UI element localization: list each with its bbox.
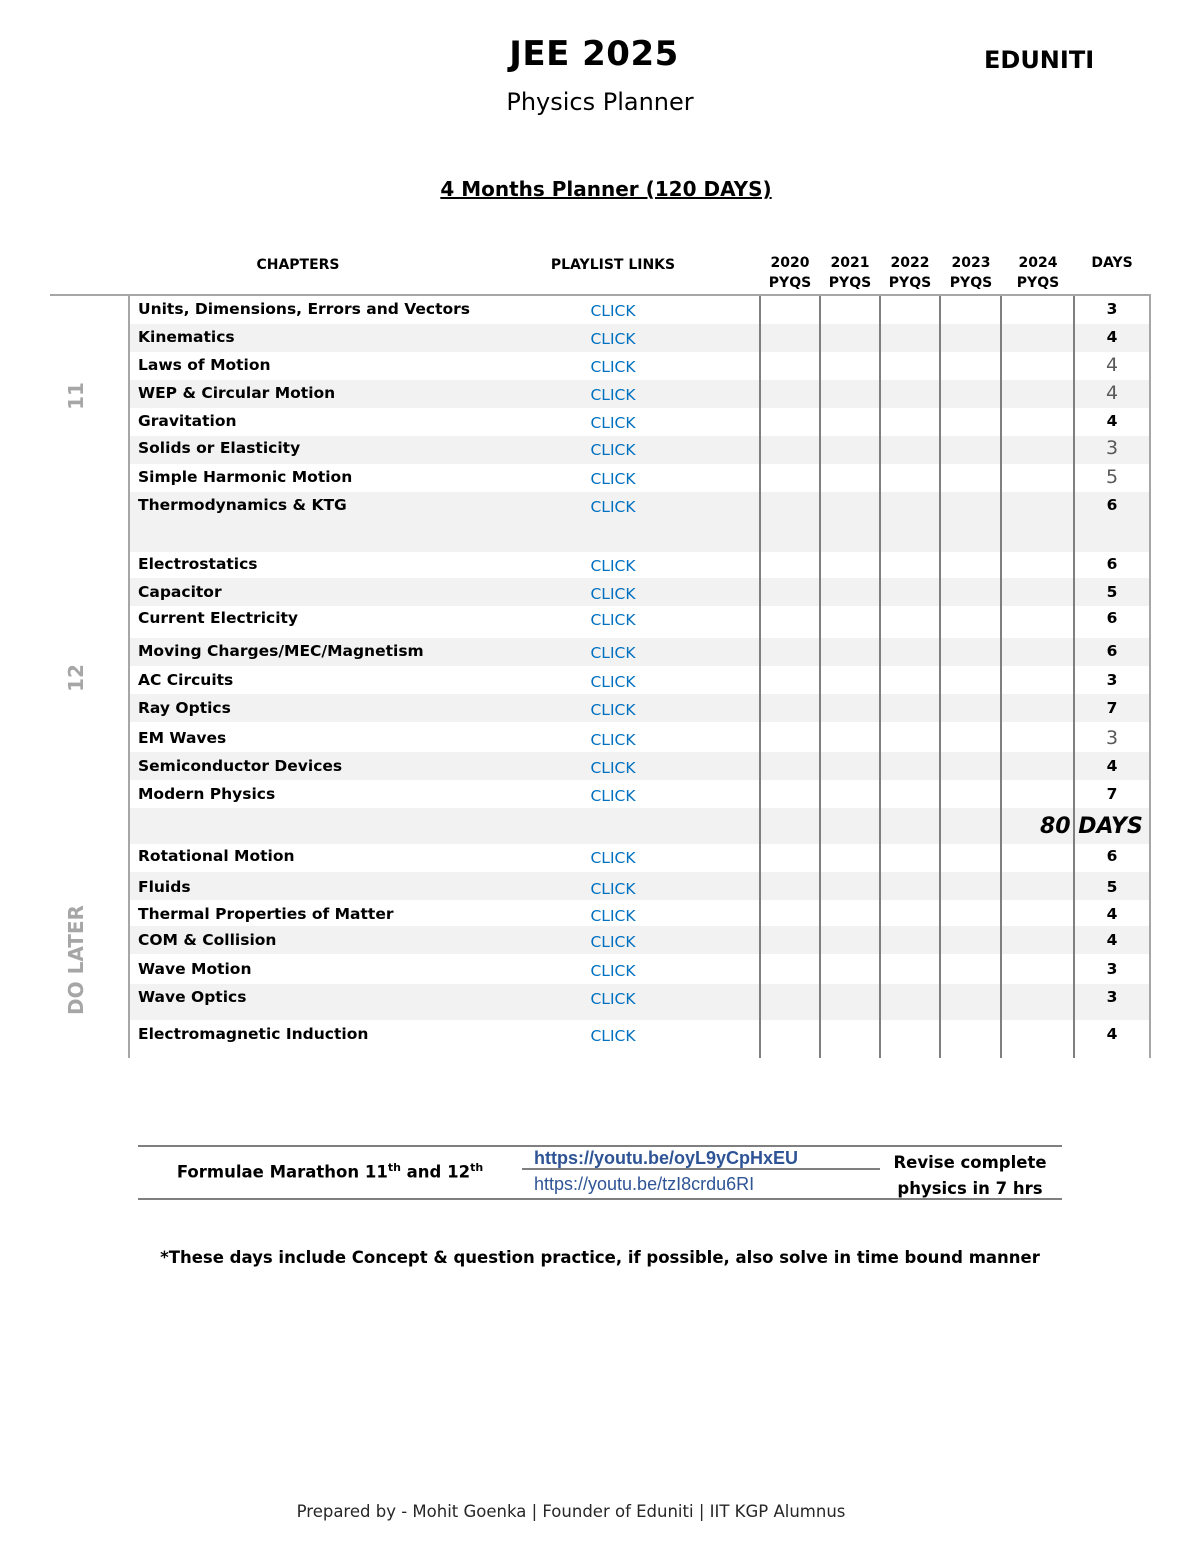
table-row	[0, 754, 1200, 778]
page-subtitle: Physics Planner	[506, 88, 694, 116]
playlist-link[interactable]: CLICK	[590, 701, 636, 719]
days-count: 6	[1106, 496, 1118, 514]
pyq-suffix: PYQS	[828, 275, 872, 291]
formulae-label-mid: and 12	[400, 1162, 471, 1182]
playlist-link[interactable]: CLICK	[590, 787, 636, 805]
superscript-th: th	[387, 1161, 401, 1174]
playlist-link[interactable]: CLICK	[590, 1027, 636, 1045]
col-header-links: PLAYLIST LINKS	[550, 257, 676, 273]
group-label-do-later: DO LATER	[64, 905, 88, 1015]
playlist-link[interactable]: CLICK	[590, 644, 636, 662]
table-row	[0, 297, 1200, 321]
chapter-name: WEP & Circular Motion	[138, 384, 336, 402]
days-count: 5	[1106, 583, 1118, 601]
superscript-th: th	[470, 1161, 484, 1174]
days-count: 4	[1106, 328, 1118, 346]
table-row	[0, 928, 1200, 952]
formulae-marathon-label	[140, 1161, 520, 1182]
header-rule	[50, 294, 1151, 296]
pyq-suffix: PYQS	[1016, 275, 1060, 291]
days-count: 3	[1105, 727, 1119, 749]
chapter-name: Kinematics	[138, 328, 235, 346]
table-row	[0, 409, 1200, 433]
playlist-link[interactable]: CLICK	[590, 907, 636, 925]
playlist-link[interactable]: CLICK	[590, 302, 636, 320]
chapter-name: Simple Harmonic Motion	[138, 468, 353, 486]
table-row	[0, 580, 1200, 604]
playlist-link[interactable]: CLICK	[590, 933, 636, 951]
playlist-link[interactable]: CLICK	[590, 386, 636, 404]
col-header-pyq-2023	[942, 253, 1000, 293]
marathon-top-rule	[138, 1145, 1062, 1147]
days-count: 4	[1106, 905, 1118, 923]
marathon-note	[884, 1150, 1056, 1202]
days-count: 3	[1106, 671, 1118, 689]
chapter-name: EM Waves	[138, 729, 227, 747]
days-count: 6	[1106, 847, 1118, 865]
days-count: 6	[1106, 555, 1118, 573]
group-label-class-11: 11	[64, 382, 88, 410]
pyq-suffix: PYQS	[768, 275, 812, 291]
chapter-name: Rotational Motion	[138, 847, 295, 865]
table-row	[0, 844, 1200, 868]
chapter-name: Laws of Motion	[138, 356, 271, 374]
chapter-name: Capacitor	[138, 583, 222, 601]
playlist-link[interactable]: CLICK	[590, 673, 636, 691]
row-stripe	[128, 808, 1150, 844]
formulae-label-text: Formulae Marathon 11	[176, 1162, 388, 1182]
days-count: 4	[1105, 382, 1119, 404]
pyq-year: 2021	[830, 255, 870, 271]
playlist-link[interactable]: CLICK	[590, 611, 636, 629]
table-row	[0, 465, 1200, 489]
playlist-link[interactable]: CLICK	[590, 330, 636, 348]
chapter-name: Wave Motion	[138, 960, 252, 978]
playlist-link[interactable]: CLICK	[590, 470, 636, 488]
credit-line: Prepared by - Mohit Goenka | Founder of Eduniti | IIT KGP Alumnus	[296, 1502, 846, 1521]
days-count: 7	[1106, 699, 1118, 717]
marathon-note-line-2: physics in 7 hrs	[897, 1179, 1043, 1198]
days-count: 4	[1106, 1025, 1118, 1043]
days-count: 3	[1106, 300, 1118, 318]
pyq-year: 2020	[770, 255, 810, 271]
table-row	[0, 353, 1200, 377]
table-row	[0, 696, 1200, 720]
chapter-name: Current Electricity	[138, 609, 299, 627]
playlist-link[interactable]: CLICK	[590, 358, 636, 376]
planner-heading: 4 Months Planner (120 DAYS)	[440, 177, 772, 201]
days-count: 6	[1106, 609, 1118, 627]
marathon-link-2[interactable]: https://youtu.be/tzI8crdu6RI	[534, 1174, 755, 1194]
chapter-name: Fluids	[138, 878, 191, 896]
pyq-year: 2023	[951, 255, 991, 271]
brand-name: EDUNITI	[984, 46, 1095, 74]
col-header-pyq-2024	[1002, 253, 1074, 293]
playlist-link[interactable]: CLICK	[590, 585, 636, 603]
pyq-suffix: PYQS	[888, 275, 932, 291]
days-count: 3	[1106, 988, 1118, 1006]
chapter-name: Gravitation	[138, 412, 237, 430]
table-row	[0, 782, 1200, 806]
days-count: 4	[1105, 354, 1119, 376]
table-row	[0, 902, 1200, 926]
days-count: 5	[1105, 466, 1119, 488]
playlist-link[interactable]: CLICK	[590, 414, 636, 432]
chapter-name: Wave Optics	[138, 988, 247, 1006]
pyq-year: 2024	[1018, 255, 1058, 271]
playlist-link[interactable]: CLICK	[590, 731, 636, 749]
table-row	[0, 381, 1200, 405]
table-row	[0, 668, 1200, 692]
table-row	[0, 639, 1200, 663]
group-label-class-12: 12	[64, 664, 88, 692]
chapter-name: COM & Collision	[138, 931, 277, 949]
chapter-name: Electromagnetic Induction	[138, 1025, 369, 1043]
chapter-name: Thermodynamics & KTG	[138, 496, 347, 514]
subtotal-days: 80 DAYS	[1040, 814, 1143, 839]
playlist-link[interactable]: CLICK	[590, 962, 636, 980]
marathon-note-line-1: Revise complete	[893, 1153, 1047, 1172]
chapter-name: Modern Physics	[138, 785, 276, 803]
table-row	[0, 726, 1200, 750]
table-row	[0, 493, 1200, 517]
chapter-name: AC Circuits	[138, 671, 234, 689]
days-count: 5	[1106, 878, 1118, 896]
footnote: *These days include Concept & question practice, if possible, also solve in time bound manner	[160, 1248, 1040, 1267]
chapter-name: Semiconductor Devices	[138, 757, 343, 775]
playlist-link[interactable]: CLICK	[590, 557, 636, 575]
table-row	[0, 985, 1200, 1009]
table-row	[0, 606, 1200, 630]
marathon-link-1[interactable]: https://youtu.be/oyL9yCpHxEU	[534, 1148, 799, 1168]
playlist-link[interactable]: CLICK	[590, 498, 636, 516]
days-count: 6	[1106, 642, 1118, 660]
days-count: 4	[1106, 412, 1118, 430]
days-count: 3	[1106, 960, 1118, 978]
days-count: 4	[1106, 931, 1118, 949]
table-row	[0, 957, 1200, 981]
col-header-chapters: CHAPTERS	[256, 257, 340, 273]
playlist-link[interactable]: CLICK	[590, 990, 636, 1008]
days-count: 3	[1105, 437, 1119, 459]
pyq-year: 2022	[890, 255, 930, 271]
playlist-link[interactable]: CLICK	[590, 441, 636, 459]
days-count: 4	[1106, 757, 1118, 775]
pyq-suffix: PYQS	[949, 275, 993, 291]
playlist-link[interactable]: CLICK	[590, 849, 636, 867]
table-row	[0, 875, 1200, 899]
table-row	[0, 552, 1200, 576]
col-header-pyq-2021	[822, 253, 878, 293]
col-header-pyq-2022	[882, 253, 938, 293]
chapter-name: Thermal Properties of Matter	[138, 905, 394, 923]
table-row	[0, 436, 1200, 460]
table-row	[0, 325, 1200, 349]
row-stripe	[128, 520, 1150, 552]
page-title: JEE 2025	[509, 34, 679, 74]
chapter-name: Units, Dimensions, Errors and Vectors	[138, 300, 471, 318]
chapter-name: Solids or Elasticity	[138, 439, 301, 457]
col-header-pyq-2020	[762, 253, 818, 293]
chapter-name: Moving Charges/MEC/Magnetism	[138, 642, 424, 660]
playlist-link[interactable]: CLICK	[590, 880, 636, 898]
col-header-days: DAYS	[1091, 255, 1133, 271]
table-row	[0, 1022, 1200, 1046]
chapter-name: Electrostatics	[138, 555, 258, 573]
days-count: 7	[1106, 785, 1118, 803]
playlist-link[interactable]: CLICK	[590, 759, 636, 777]
chapter-name: Ray Optics	[138, 699, 231, 717]
